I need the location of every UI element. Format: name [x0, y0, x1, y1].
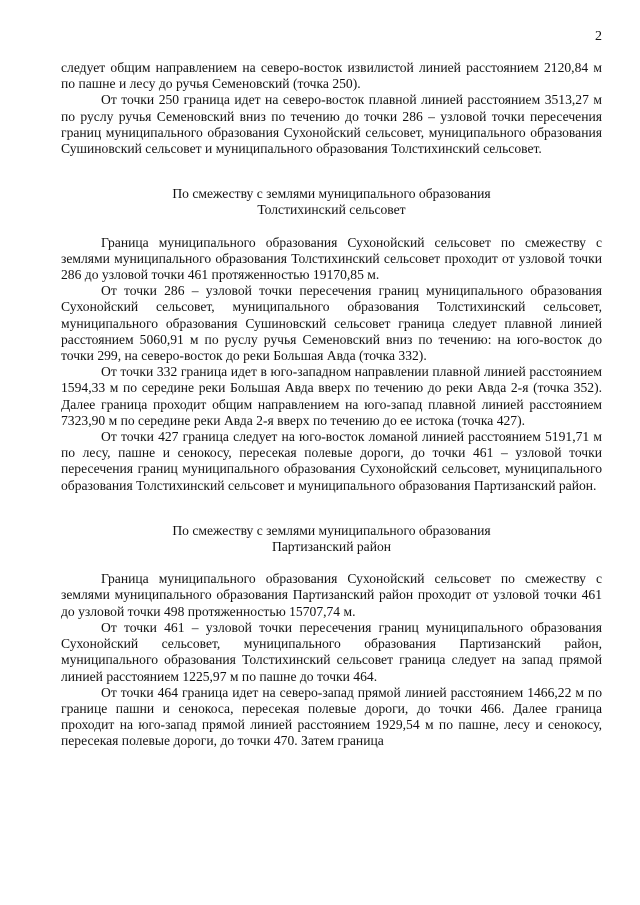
paragraph: От точки 286 – узловой точки пересечения границ муниципального образования Сухонойский сельсовет, муниципального образования Толстихинский сельсовет, муниципального образования Сушиновский сельсовет граница следует плавной линией расстоянием 5060,91 м по руслу ручья Семеновский вниз по течению: на юго-восток до точки 299, на северо-восток до реки Большая Авда (точка 332).: [61, 283, 602, 364]
page-number: 2: [595, 29, 602, 44]
paragraph: От точки 250 граница идет на северо-восток плавной линией расстоянием 3513,27 м по руслу ручья Семеновский вниз по течению до точки 286 – узловой точки пересечения границ муниципального образования Сухонойский сельсовет, муниципального образования Сушиновский сельсовет и муниципального образования Толстихинский сельсовет.: [61, 92, 602, 157]
paragraph-continuation: следует общим направлением на северо-восток извилистой линией расстоянием 2120,84 м по пашне и лесу до ручья Семеновский (точка 250).: [61, 60, 602, 92]
section-body: [61, 571, 602, 749]
paragraph: Граница муниципального образования Сухонойский сельсовет по смежеству с землями муниципального образования Партизанский район проходит от узловой точки 461 до узловой точки 498 протяженностью 15707,74 м.: [61, 571, 602, 619]
paragraph: От точки 464 граница идет на северо-запад прямой линией расстоянием 1466,22 м по границе пашни и сенокоса, пересекая полевые дороги, до точки 466. Далее граница проходит на юго-запад прямой линией расстоянием 1929,54 м по пашне, лесу и сенокосу, пересекая полевые дороги, до точки 470. Затем граница: [61, 684, 602, 749]
section-heading: [61, 523, 602, 555]
document-body: [61, 60, 602, 750]
section-heading-line: По смежеству с землями муниципального образования: [172, 186, 491, 202]
paragraph: От точки 427 граница следует на юго-восток ломаной линией расстоянием 5191,71 м по лесу, пашне и сенокосу, пересекая полевые дороги, до точки 461 – узловой точки пересечения границ муниципального образования Сухонойский сельсовет, муниципального образования Толстихинский сельсовет и муниципального образования Партизанский район.: [61, 429, 602, 493]
paragraph: От точки 461 – узловой точки пересечения границ муниципального образования Сухонойский сельсовет, муниципального образования Партизанский район, муниципального образования Толстихинский сельсовет граница следует на запад прямой линией расстоянием 1225,97 м по пашне до точки 464.: [61, 619, 602, 684]
paragraph: От точки 332 граница идет в юго-западном направлении плавной линией расстоянием 1594,33 м по середине реки Большая Авда вверх по течению до реки Авда 2-я (точка 352). Далее граница проходит общим направлением на юго-запад плавной линией расстоянием 7323,90 м по середине реки Авда 2-я вверх по течению до ее истока (точка 427).: [61, 364, 602, 428]
section-heading-line: Толстихинский сельсовет: [257, 202, 406, 218]
section-heading: [61, 186, 602, 218]
section-heading-line: Партизанский район: [271, 539, 392, 555]
paragraph: Граница муниципального образования Сухонойский сельсовет по смежеству с землями муниципального образования Толстихинский сельсовет проходит от узловой точки 286 до узловой точки 461 протяженностью 19170,85 м.: [61, 234, 602, 283]
section-heading-line: По смежеству с землями муниципального образования: [172, 522, 491, 538]
section-body: [61, 235, 602, 494]
